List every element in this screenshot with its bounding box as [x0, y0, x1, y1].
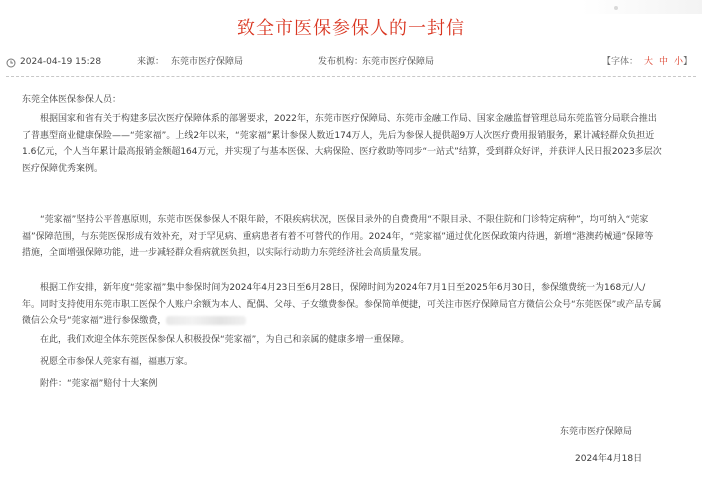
blurred-text	[166, 316, 246, 325]
paragraph-5: 祝愿全市参保人莞家有福，福惠万家。	[40, 357, 194, 367]
top-edge-shadow	[582, 0, 702, 14]
signature-org: 东莞市医疗保障局	[560, 427, 633, 437]
publish-date: 2024-04-19 15:28	[20, 57, 102, 67]
signature-date: 2024年4月18日	[575, 454, 643, 464]
dot-icon	[614, 6, 618, 10]
greeting: 东莞全体医保参保人员：	[22, 95, 122, 105]
attachment-line[interactable]: 附件：“莞家福”赔付十大案例	[40, 379, 158, 389]
page-title: 致全市医保参保人的一封信	[237, 18, 465, 39]
source-value: 东莞市医疗保障局	[171, 57, 244, 67]
paragraph-4: 在此，我们欢迎全体东莞医保参保人积极投保“莞家福”，为自己和亲属的健康多增一重保障。	[40, 335, 410, 345]
paragraph-3	[22, 280, 662, 330]
paragraph-2: “莞家福”坚持公平普惠原则，东莞市医保参保人不限年龄，不限疾病状况，医保目录外的自费费用“不限目录、不限住院和门诊特定病种”，均可纳入“莞家福”保障范围，与东莞医保形成有效补充，对于罕见病、重病患者有着不可替代的作用。2024年，“莞家福”通过优化医保政策内待遇，新增“港澳药械通”保障等措施，全面增强保障功能，进一步减轻群众看病就医负担，以实际行动助力东莞经济社会高质量发展。	[22, 215, 654, 259]
paragraph-3-text: 根据工作安排，新年度“莞家福”集中参保时间为2024年4月23日至6月28日，保障时间为2024年7月1日至2025年6月30日，参保缴费统一为168元/人/年。同时支持使用东莞市职工医保个人账户余额为本人、配偶、父母、子女缴费参保。参保简单便捷，可关注市医疗保障局官方微信公众号“东莞医保”或产品专属微信公众号“莞家福”进行参保缴费，	[22, 283, 662, 327]
source-label: 来源：	[137, 57, 165, 67]
publisher-label: 发布机构：	[318, 57, 364, 67]
paragraph-1: 根据国家和省有关于构建多层次医疗保障体系的部署要求，2022年，东莞市医疗保障局、东莞市金融工作局、国家金融监督管理总局东莞监管分局联合推出了普惠型商业健康保险——“莞家福”。上线2年以来，“莞家福”累计参保人数近174万人，先后为参保人提供超9万人次医疗费用报销服务，累计减轻群众负担近1.6亿元，个人当年累计最高报销金额超164万元，并实现了与基本医保、大病保险、医疗救助等同步“一站式”结算，受到群众好评，并获评人民日报2023多层次医疗保障优秀案例。	[22, 114, 662, 175]
clock-icon	[6, 57, 16, 75]
article-meta	[6, 53, 696, 71]
font-size-bracket-close: 】	[683, 57, 693, 67]
font-size-label: 【字体：	[602, 57, 639, 67]
publisher-value: 东莞市医疗保障局	[362, 57, 435, 67]
font-size-medium-button[interactable]: 中	[659, 57, 669, 67]
font-size-large-button[interactable]: 大	[644, 57, 654, 67]
font-size-small-button[interactable]: 小	[674, 57, 684, 67]
meta-divider	[6, 76, 696, 77]
font-size-control	[602, 53, 692, 71]
